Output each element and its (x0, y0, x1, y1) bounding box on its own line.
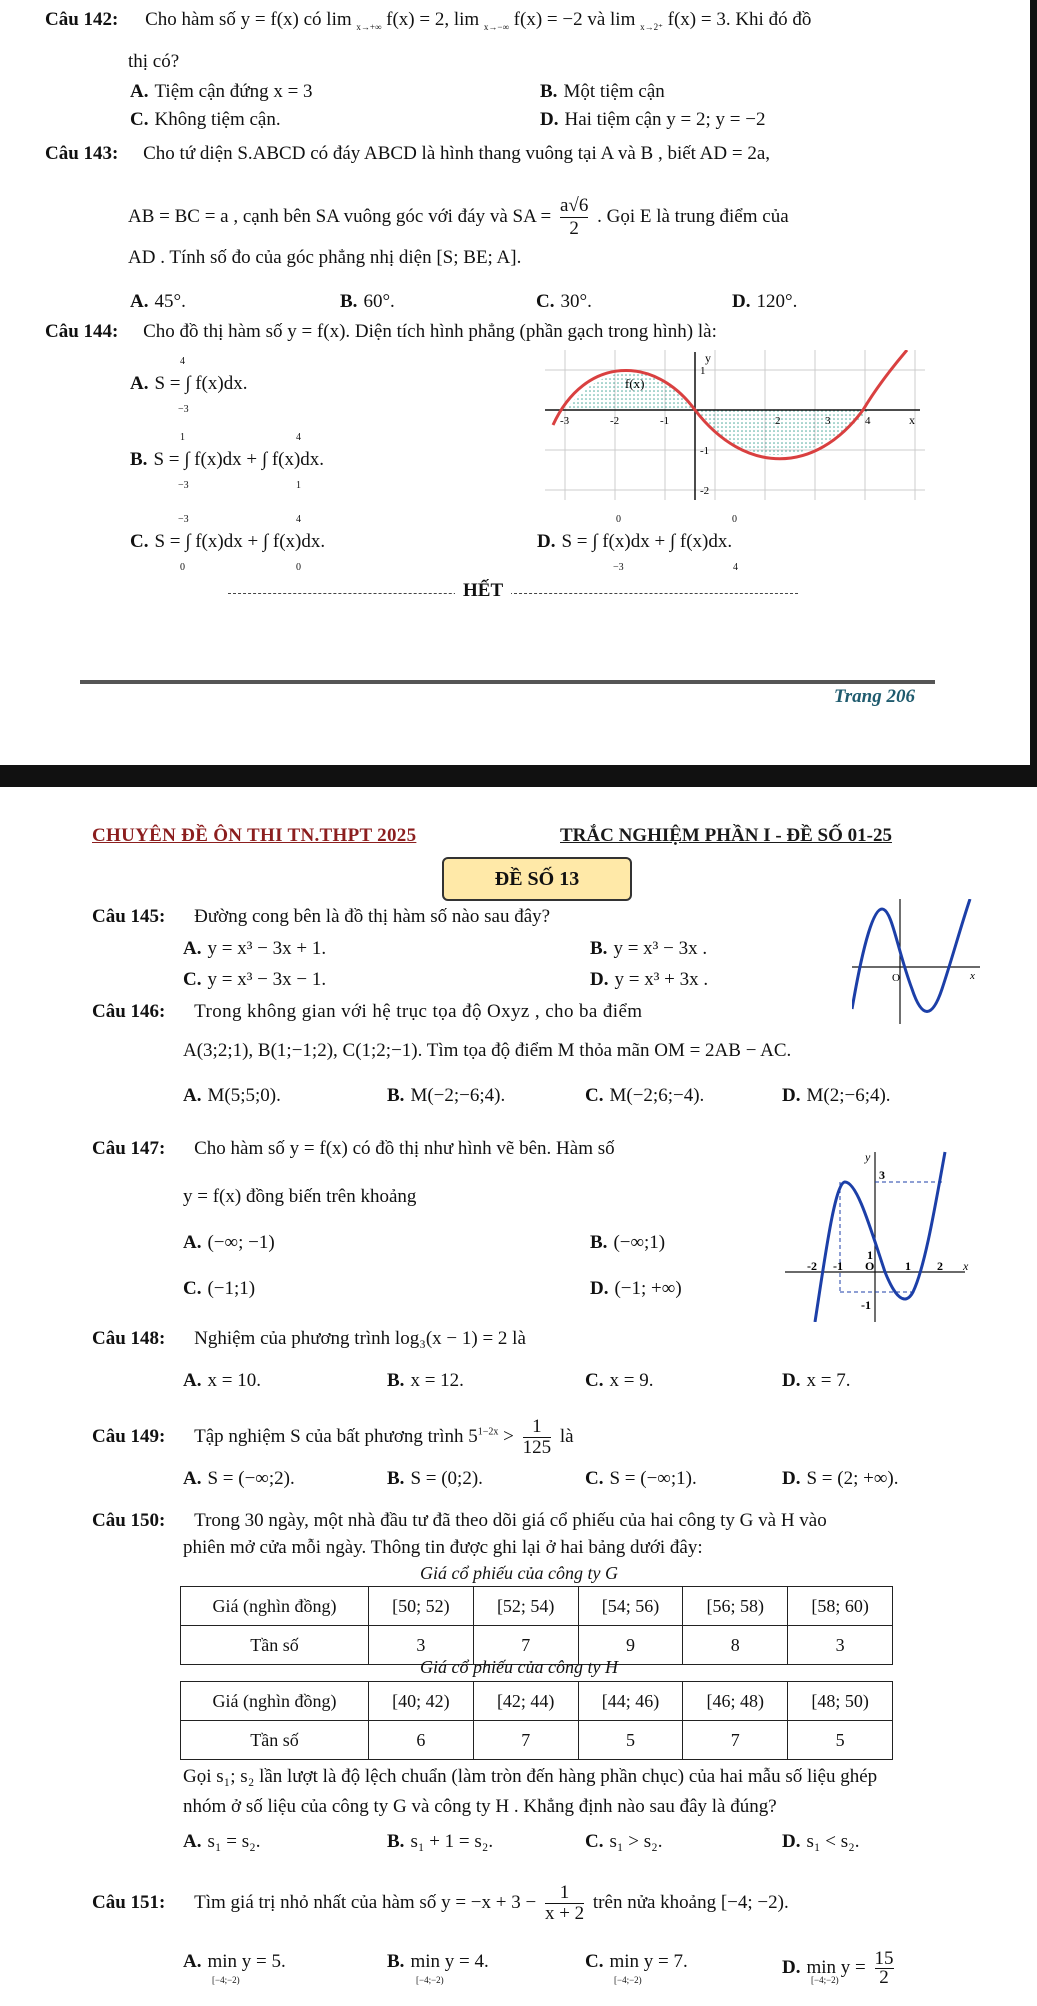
table-row (181, 1721, 893, 1760)
option-d[interactable]: D. S = (2; +∞). (782, 1468, 899, 1489)
footer-line (80, 680, 935, 684)
question-144 (45, 320, 717, 344)
option-a[interactable]: A. min y = 5. (183, 1951, 286, 1972)
question-text: > (503, 1425, 514, 1447)
question-text: Cho đồ thị hàm số y = f(x). Diện tích hình phẳng (phần gạch trong hình) là: (143, 321, 717, 342)
tick-y: 3 (879, 1168, 885, 1182)
tick-y: -2 (700, 485, 710, 497)
option-c[interactable]: C. Không tiệm cận. (130, 109, 281, 130)
tick-x: -2 (610, 415, 620, 427)
fraction-num: 1 (545, 1883, 584, 1904)
option-a[interactable]: A. s₁ = s₂. (183, 1831, 261, 1852)
curve-label: f(x) (625, 376, 645, 391)
question-147 (92, 1137, 615, 1161)
tick-x: 1 (905, 1259, 911, 1273)
table-cell: [54; 56) (578, 1587, 683, 1626)
min-subscript: [−4;−2) (614, 1975, 642, 1985)
option-text: Tiệm cận đứng x = 3 (154, 81, 313, 102)
fraction-num: a√6 (559, 195, 589, 216)
header-right: TRẮC NGHIỆM PHẦN I - ĐỀ SỐ 01-25 (560, 825, 892, 846)
question-143 (45, 142, 770, 166)
option-a[interactable]: A. x = 10. (183, 1370, 261, 1391)
option-d[interactable]: D. Hai tiệm cận y = 2; y = −2 (540, 109, 766, 130)
cubic-graph-147 (785, 1147, 985, 1322)
option-a[interactable]: A. y = x³ − 3x + 1. (183, 938, 327, 959)
option-a[interactable]: A. 45°. (130, 291, 186, 312)
integral-upper: 0 (616, 514, 621, 525)
fraction (560, 195, 588, 240)
option-text: S = ∫ f(x)dx. (154, 373, 248, 394)
tick-x: -1 (660, 415, 670, 427)
question-150 (92, 1509, 827, 1533)
header-left: CHUYÊN ĐỀ ÔN THI TN.THPT 2025 (92, 825, 417, 846)
option-text: (−1; +∞) (614, 1278, 682, 1299)
option-c[interactable]: C. min y = 7. (585, 1951, 688, 1972)
table-row (181, 1587, 893, 1626)
question-text: Trong không gian với hệ trục tọa độ Oxyz , cho ba điểm (194, 1001, 643, 1022)
svg-text:O: O (892, 972, 900, 984)
option-text: (−∞; −1) (207, 1232, 275, 1253)
page-206 (0, 0, 1037, 765)
question-text: Trong 30 ngày, một nhà đầu tư đã theo dõi giá cổ phiếu của hai công ty G và H vào (194, 1510, 827, 1531)
question-text: AB = BC = a , cạnh bên SA vuông góc với đáy và SA = (128, 205, 552, 227)
option-b[interactable]: B. S = ∫ f(x)dx + ∫ f(x)dx. (130, 449, 325, 470)
question-number: Câu 151: (92, 1891, 166, 1913)
tick-y: 1 (700, 365, 706, 377)
limit-sub: x→−∞ (483, 21, 509, 32)
tick-y: y (865, 1150, 871, 1164)
question-text: Cho hàm số y = f(x) có lim (145, 9, 352, 30)
question-text: thị có? (128, 51, 180, 72)
table-cell: [40; 42) (369, 1682, 474, 1721)
tick-x: x (963, 1259, 969, 1273)
end-marker: HẾT (455, 580, 511, 602)
tick-x: -1 (833, 1259, 843, 1273)
table-cell: [48; 50) (788, 1682, 893, 1721)
table-cell: [42; 44) (473, 1682, 578, 1721)
cubic-graph (852, 899, 982, 1024)
option-text: min y = 4. (410, 1951, 489, 1972)
option-text: M(2;−6;4). (806, 1085, 891, 1106)
option-b[interactable]: B. M(−2;−6;4). (387, 1085, 506, 1106)
question-text: là (559, 1425, 574, 1447)
fraction-den: x + 2 (544, 1903, 585, 1924)
table-cell: 6 (369, 1721, 474, 1760)
integral-upper: −3 (178, 514, 189, 525)
question-text: Gọi s₁; s₂ lần lượt là độ lệch chuẩn (làm tròn đến hàng phần chục) của hai mẫu số liệu ghép (183, 1766, 878, 1787)
table-cell: 9 (578, 1626, 683, 1665)
question-text: Tìm giá trị nhỏ nhất của hàm số y = −x + 3 − (194, 1891, 537, 1913)
integral-lower: −3 (178, 404, 189, 415)
question-text: y = f(x) đồng biến trên khoảng (183, 1186, 417, 1207)
question-text: A(3;2;1), B(1;−1;2), C(1;2;−1). Tìm tọa độ điểm M thỏa mãn OM = 2AB − AC. (183, 1040, 792, 1061)
option-text: S = ∫ f(x)dx + ∫ f(x)dx. (561, 531, 733, 552)
integral-upper: 4 (296, 432, 301, 443)
option-text: s₁ = s₂. (207, 1831, 261, 1852)
page-number: Trang 206 (833, 686, 915, 707)
tick-x: 2 (775, 415, 781, 427)
integral-upper: 4 (180, 356, 185, 367)
table-cell: [44; 46) (578, 1682, 683, 1721)
question-text: Cho tứ diện S.ABCD có đáy ABCD là hình thang vuông tại A và B , biết AD = 2a, (143, 143, 771, 164)
question-number: Câu 147: (92, 1138, 166, 1159)
option-b[interactable]: B. Một tiệm cận (540, 81, 665, 102)
table-cell: 7 (473, 1721, 578, 1760)
question-number: Câu 144: (45, 321, 119, 342)
question-text: Cho hàm số y = f(x) có đồ thị như hình vẽ bên. Hàm số (194, 1138, 615, 1159)
option-text: S = (0;2). (410, 1468, 483, 1489)
option-a[interactable]: A. S = (−∞;2). (183, 1468, 295, 1489)
min-subscript: [−4;−2) (811, 1975, 839, 1985)
question-number: Câu 145: (92, 906, 166, 927)
table-company-h (180, 1681, 893, 1760)
question-text: f(x) = 2, lim (386, 9, 480, 30)
option-b[interactable]: B. min y = 4. (387, 1951, 489, 1972)
exam-title: ĐỀ SỐ 13 (442, 857, 632, 901)
question-text: trên nửa khoảng [−4; −2). (592, 1891, 789, 1913)
option-text: 120°. (756, 291, 798, 312)
question-text: f(x) = −2 và lim (513, 9, 636, 30)
option-d[interactable]: D. M(2;−6;4). (782, 1085, 891, 1106)
option-text: x = 12. (410, 1370, 464, 1391)
option-d[interactable]: D. S = ∫ f(x)dx + ∫ f(x)dx. (537, 531, 733, 552)
option-text: S = (2; +∞). (806, 1468, 899, 1489)
table-cell: 8 (683, 1626, 788, 1665)
tick-y: -1 (861, 1298, 871, 1312)
fraction-den: 2 (569, 218, 579, 239)
question-number: Câu 146: (92, 1001, 166, 1022)
integral-upper: 0 (732, 514, 737, 525)
question-text: . Gọi E là trung điểm của (597, 205, 789, 227)
fraction (545, 1883, 584, 1924)
option-a[interactable]: A. (−∞; −1) (183, 1232, 275, 1253)
option-a[interactable]: A. S = ∫ f(x)dx. (130, 373, 248, 394)
option-c[interactable]: C. (−1;1) (183, 1278, 256, 1299)
tick-x: O (865, 1259, 875, 1273)
limit-sub: x→2⁺ (640, 21, 663, 32)
table-cell: Tần số (181, 1721, 369, 1760)
option-d[interactable]: D. 120°. (732, 291, 798, 312)
option-text: S = (−∞;2). (207, 1468, 295, 1489)
tick-y: 1 (867, 1248, 873, 1262)
question-text: AD . Tính số đo của góc phẳng nhị diện [S; BE; A]. (128, 247, 522, 268)
axis-y-label: y (705, 351, 711, 365)
option-text: x = 9. (609, 1370, 654, 1391)
option-c[interactable]: C. 30°. (536, 291, 592, 312)
option-b[interactable]: B. 60°. (340, 291, 395, 312)
tick-x: 3 (825, 415, 831, 427)
page-separator (0, 765, 1037, 787)
question-number: Câu 143: (45, 143, 119, 164)
option-d[interactable]: D. (−1; +∞) (590, 1278, 682, 1299)
option-text: 30°. (560, 291, 592, 312)
option-text: x = 10. (207, 1370, 261, 1391)
question-number: Câu 148: (92, 1328, 166, 1349)
table-cell: 7 (473, 1626, 578, 1665)
option-c[interactable]: C. y = x³ − 3x − 1. (183, 969, 327, 990)
option-text: (−∞;1) (613, 1232, 666, 1253)
option-b[interactable]: B. x = 12. (387, 1370, 464, 1391)
option-text: y = x³ − 3x + 1. (207, 938, 327, 959)
question-text: Nghiệm của phương trình log₃(x − 1) = 2 là (194, 1328, 526, 1349)
table-cell: 7 (683, 1721, 788, 1760)
question-text: f(x) = 3. Khi đó đồ (667, 9, 812, 30)
option-text: s₁ > s₂. (609, 1831, 663, 1852)
tick-x: -2 (807, 1259, 817, 1273)
option-text: s₁ + 1 = s₂. (410, 1831, 494, 1852)
question-number: Câu 142: (45, 9, 119, 30)
fraction-num: 15 (874, 1948, 894, 1969)
option-text: y = x³ − 3x . (613, 938, 708, 959)
fraction-num: 1 (523, 1417, 552, 1438)
option-text: M(−2;6;−4). (609, 1085, 705, 1106)
min-subscript: [−4;−2) (212, 1975, 240, 1985)
table-company-g (180, 1586, 893, 1665)
option-text: Một tiệm cận (563, 81, 665, 102)
option-d[interactable]: D. x = 7. (782, 1370, 851, 1391)
question-text: Tập nghiệm S của bất phương trình 5 (194, 1425, 478, 1447)
table-cell: 5 (578, 1721, 683, 1760)
question-142 (45, 8, 811, 39)
option-a[interactable]: A. M(5;5;0). (183, 1085, 281, 1106)
het-line (228, 593, 798, 594)
table-caption-g: Giá cổ phiếu của công ty G (420, 1563, 618, 1583)
table-cell: [58; 60) (788, 1587, 893, 1626)
tick-x: 4 (865, 415, 871, 427)
option-b[interactable]: B. S = (0;2). (387, 1468, 483, 1489)
fraction-den: 125 (522, 1437, 552, 1458)
option-b[interactable]: B. s₁ + 1 = s₂. (387, 1831, 494, 1852)
tick-x: -3 (560, 415, 570, 427)
area-graph (545, 350, 925, 500)
option-text: M(−2;−6;4). (410, 1085, 506, 1106)
integral-lower: 4 (733, 562, 738, 573)
option-c[interactable]: C. x = 9. (585, 1370, 654, 1391)
table-cell: 3 (369, 1626, 474, 1665)
question-151 (92, 1883, 789, 1924)
table-cell: [46; 48) (683, 1682, 788, 1721)
option-text: S = ∫ f(x)dx + ∫ f(x)dx. (153, 449, 325, 470)
min-subscript: [−4;−2) (416, 1975, 444, 1985)
question-number: Câu 150: (92, 1510, 166, 1531)
option-text: min y = (806, 1956, 866, 1978)
option-a[interactable]: A. Tiệm cận đứng x = 3 (130, 81, 313, 102)
table-cell: Tần số (181, 1626, 369, 1665)
question-145 (92, 905, 550, 929)
fraction-den: 2 (879, 1967, 889, 1988)
table-cell: [56; 58) (683, 1587, 788, 1626)
limit-sub: x→+∞ (356, 21, 382, 32)
option-d[interactable]: D. min y = $\frac{15}{2}$ (782, 1948, 894, 1988)
option-text: S = (−∞;1). (609, 1468, 697, 1489)
table-cell: [52; 54) (473, 1587, 578, 1626)
option-text: 60°. (363, 291, 395, 312)
table-cell: 5 (788, 1721, 893, 1760)
question-146 (92, 1000, 642, 1024)
fraction (523, 1417, 552, 1458)
question-149 (92, 1417, 574, 1458)
integral-lower: 0 (180, 562, 185, 573)
option-b[interactable]: B. (−∞;1) (590, 1232, 666, 1253)
table-cell: 3 (788, 1626, 893, 1665)
question-text: nhóm ở số liệu của công ty G và công ty H . Khẳng định nào sau đây là đúng? (183, 1796, 777, 1817)
option-text: min y = 5. (207, 1951, 286, 1972)
option-text: 45°. (154, 291, 186, 312)
option-text: x = 7. (806, 1370, 851, 1391)
option-text: (−1;1) (207, 1278, 256, 1299)
table-caption-h: Giá cổ phiếu của công ty H (420, 1657, 618, 1677)
table-cell: Giá (nghìn đồng) (181, 1682, 369, 1721)
option-text: S = ∫ f(x)dx + ∫ f(x)dx. (154, 531, 326, 552)
option-c[interactable]: C. S = ∫ f(x)dx + ∫ f(x)dx. (130, 531, 326, 552)
option-b[interactable]: B. y = x³ − 3x . (590, 938, 708, 959)
option-text: y = x³ + 3x . (614, 969, 709, 990)
fraction (875, 1950, 894, 1987)
integral-lower: 0 (296, 562, 301, 573)
option-c[interactable]: C. S = (−∞;1). (585, 1468, 697, 1489)
option-text: y = x³ − 3x − 1. (207, 969, 327, 990)
axis-x-label: x (909, 413, 915, 427)
integral-lower: −3 (613, 562, 624, 573)
question-text: phiên mở cửa mỗi ngày. Thông tin được ghi lại ở hai bảng dưới đây: (183, 1537, 703, 1558)
integral-lower: 1 (296, 480, 301, 491)
integral-upper: 1 (180, 432, 185, 443)
option-text: M(5;5;0). (207, 1085, 281, 1106)
exponent: 1−2x (477, 1426, 499, 1438)
option-c[interactable]: C. M(−2;6;−4). (585, 1085, 705, 1106)
table-cell: [50; 52) (369, 1587, 474, 1626)
option-d[interactable]: D. y = x³ + 3x . (590, 969, 709, 990)
tick-x: 2 (937, 1259, 943, 1273)
page-de-so-13 (0, 787, 1037, 2006)
question-143-line2 (128, 195, 789, 240)
svg-text:x: x (970, 970, 975, 982)
option-c[interactable]: C. s₁ > s₂. (585, 1831, 663, 1852)
table-cell: Giá (nghìn đồng) (181, 1587, 369, 1626)
option-d[interactable]: D. s₁ < s₂. (782, 1831, 860, 1852)
table-row (181, 1682, 893, 1721)
integral-upper: 4 (296, 514, 301, 525)
option-text: Hai tiệm cận y = 2; y = −2 (564, 109, 766, 130)
integral-lower: −3 (178, 480, 189, 491)
option-text: s₁ < s₂. (806, 1831, 860, 1852)
question-number: Câu 149: (92, 1425, 166, 1447)
page-edge (1030, 0, 1037, 765)
option-text: Không tiệm cận. (154, 109, 281, 130)
question-148 (92, 1327, 526, 1351)
question-text: Đường cong bên là đồ thị hàm số nào sau đây? (194, 906, 551, 927)
tick-y: -1 (700, 445, 710, 457)
option-text: min y = 7. (609, 1951, 688, 1972)
